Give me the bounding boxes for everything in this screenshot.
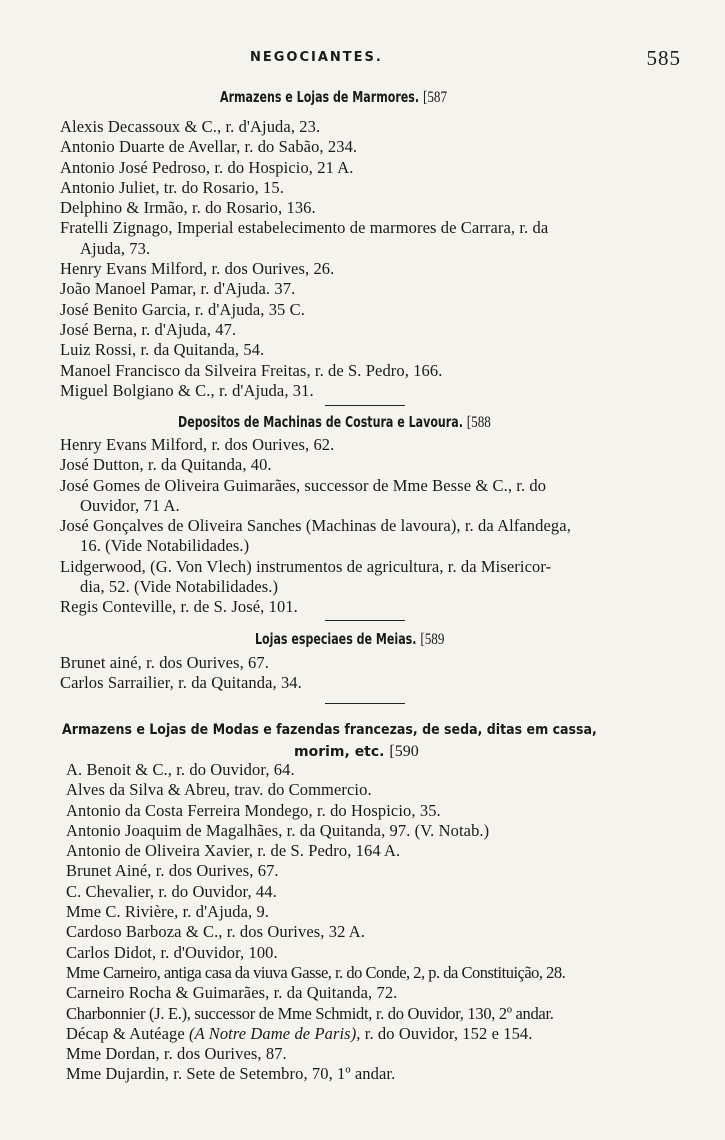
list-item: A. Benoit & C., r. do Ouvidor, 64.: [66, 760, 295, 779]
list-item-name: Décap & Autéage: [66, 1023, 185, 1043]
list-item: Lidgerwood, (G. Von Vlech) instrumentos de agricultura, r. da Misericor-: [60, 556, 552, 576]
section-ref: [590: [389, 743, 419, 760]
list-item-continuation: Ouvidor, 71 A.: [80, 495, 180, 515]
list-item: Manoel Francisco da Silveira Freitas, r. de S. Pedro, 166.: [60, 360, 443, 380]
list-item: Regis Conteville, r. de S. José, 101.: [60, 597, 298, 617]
list-item: [66, 1024, 696, 1044]
list-item-continuation: dia, 52. (Vide Notabilidades.): [80, 577, 279, 597]
list-item: Cardoso Barboza & C., r. dos Ourives, 32 A.: [66, 922, 365, 942]
list-item-continuation: Ajuda, 73.: [80, 238, 151, 258]
list-item: José Benito Garcia, r. d'Ajuda, 35 C.: [60, 299, 305, 319]
list-item: Fratelli Zignago, Imperial estabelecimento de marmores de Carrara, r. da: [60, 218, 549, 238]
list-item: José Gomes de Oliveira Guimarães, successor de Mme Besse & C., r. do: [60, 475, 547, 495]
list-item: Mme Carneiro, antiga casa da viuva Gasse, r. do Conde, 2, p. da Constituição, 28.: [66, 962, 566, 982]
section-ref: [589: [420, 631, 445, 648]
list-item: Antonio Juliet, tr. do Rosario, 15.: [60, 177, 284, 197]
list-item: Antonio Joaquim de Magalhães, r. da Quitanda, 97. (V. Notab.): [66, 820, 490, 840]
entry-list-modas: [66, 760, 696, 1085]
entry-list-machinas: [60, 435, 690, 618]
list-item: C. Chevalier, r. do Ouvidor, 44.: [66, 881, 277, 901]
entry-list-marmores: [60, 117, 690, 401]
list-item: Luiz Rossi, r. da Quitanda, 54.: [60, 340, 265, 360]
list-item: José Dutton, r. da Quitanda, 40.: [60, 455, 272, 475]
list-item-continuation: 16. (Vide Notabilidades.): [80, 536, 250, 556]
entry-list-meias: [60, 653, 690, 694]
section-ref: [588: [466, 414, 491, 431]
section-heading-modas: [62, 719, 692, 763]
list-item: João Manoel Pamar, r. d'Ajuda. 37.: [60, 279, 296, 299]
section-heading-meias: [255, 630, 444, 649]
list-item: Henry Evans Milford, r. dos Ourives, 26.: [60, 259, 335, 279]
section-heading-text: Lojas especiaes de Meias.: [255, 630, 417, 648]
section-ref: [587: [422, 89, 448, 106]
list-item: Mme Dujardin, r. Sete de Setembro, 70, 1º andar.: [66, 1064, 396, 1084]
list-item: Brunet Ainé, r. dos Ourives, 67.: [66, 861, 279, 881]
section-divider: [325, 405, 405, 406]
section-heading-marmores: [220, 88, 447, 107]
list-item: Alves da Silva & Abreu, trav. do Commercio.: [66, 780, 372, 800]
list-item: Mme Dordan, r. dos Ourives, 87.: [66, 1044, 287, 1064]
running-head: [0, 46, 725, 74]
section-heading-text: Armazens e Lojas de Marmores.: [220, 88, 420, 106]
list-item: Henry Evans Milford, r. dos Ourives, 62.: [60, 435, 335, 454]
list-item-shop-name: (A Notre Dame de Paris),: [189, 1023, 361, 1043]
section-heading-machinas: [178, 413, 491, 432]
list-item: Carlos Didot, r. d'Ouvidor, 100.: [66, 942, 278, 962]
section-divider: [325, 703, 405, 704]
list-item: Mme C. Rivière, r. d'Ajuda, 9.: [66, 902, 270, 922]
list-item: Antonio Duarte de Avellar, r. do Sabão, 234.: [60, 137, 358, 157]
list-item: Antonio da Costa Ferreira Mondego, r. do Hospicio, 35.: [66, 800, 441, 820]
list-item: Brunet ainé, r. dos Ourives, 67.: [60, 653, 269, 672]
section-divider: [325, 620, 405, 621]
page-number: 585: [646, 46, 681, 70]
list-item: Antonio de Oliveira Xavier, r. de S. Pedro, 164 A.: [66, 841, 401, 861]
list-item: José Berna, r. d'Ajuda, 47.: [60, 319, 237, 339]
list-item: Miguel Bolgiano & C., r. d'Ajuda, 31.: [60, 380, 314, 400]
list-item: Antonio José Pedroso, r. do Hospicio, 21 A.: [60, 157, 354, 177]
list-item-address: r. do Ouvidor, 152 e 154.: [364, 1023, 533, 1043]
list-item: Delphino & Irmão, r. do Rosario, 136.: [60, 198, 316, 218]
list-item: Carneiro Rocha & Guimarães, r. da Quitanda, 72.: [66, 983, 398, 1003]
list-item: Charbonnier (J. E.), successor de Mme Schmidt, r. do Ouvidor, 130, 2º andar.: [66, 1003, 554, 1023]
section-heading-text: Depositos de Machinas de Costura e Lavoura.: [178, 413, 463, 431]
running-title: NEGOCIANTES.: [250, 50, 383, 65]
list-item: José Gonçalves de Oliveira Sanches (Machinas de lavoura), r. da Alfandega,: [60, 516, 571, 536]
section-heading-text: morim, etc.: [294, 744, 385, 760]
section-heading-text: Armazens e Lojas de Modas e fazendas francezas, de seda, ditas em cassa,: [62, 722, 597, 738]
list-item: Alexis Decassoux & C., r. d'Ajuda, 23.: [60, 117, 321, 136]
list-item: Carlos Sarrailier, r. da Quitanda, 34.: [60, 673, 302, 693]
